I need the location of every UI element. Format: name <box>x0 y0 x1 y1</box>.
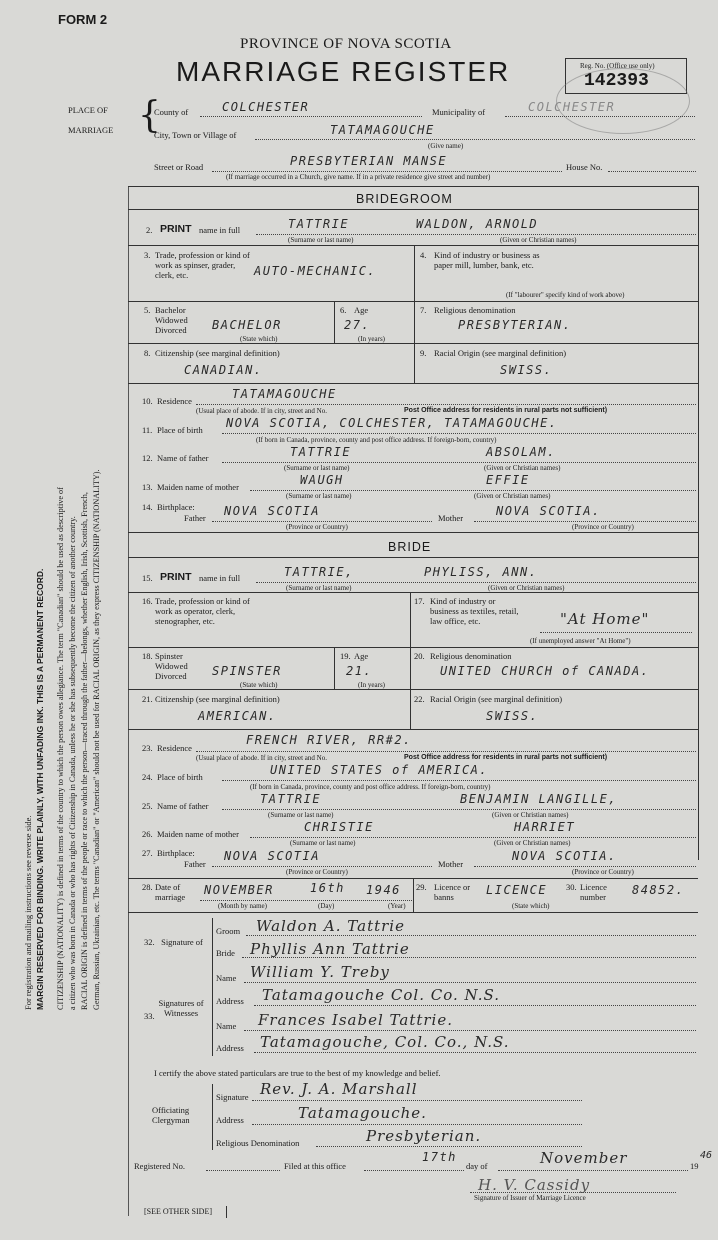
day-of-label: day of <box>466 1161 488 1171</box>
bride-n18: 18. <box>142 651 153 661</box>
bride-citizenship-label: Citizenship (see marginal definition) <box>155 694 280 704</box>
bride-n20: 20. <box>414 651 425 661</box>
give-name-hint: (Give name) <box>428 142 464 150</box>
date-label: Date of marriage <box>155 882 186 902</box>
certify-text: I certify the above stated particulars are true to the best of my knowledge and belief. <box>154 1068 441 1078</box>
bride-n22: 22. <box>414 694 425 704</box>
bride-religion: UNITED CHURCH of CANADA. <box>440 664 650 678</box>
bride-n25: 25. <box>142 801 153 811</box>
groom-father-given: ABSOLAM. <box>486 445 556 459</box>
bride-heading: BRIDE <box>388 540 432 554</box>
groom-bp-father-hint: (Province or Country) <box>286 523 348 531</box>
filed-month: November <box>540 1149 628 1167</box>
bride-signature: Phyllis Ann Tattrie <box>250 940 410 958</box>
groom-citizenship: CANADIAN. <box>184 363 263 377</box>
bride-age-label: Age <box>354 651 369 661</box>
bride-mother-given-hint: (Given or Christian names) <box>494 839 571 847</box>
bride-industry: "At Home" <box>560 610 650 628</box>
bride-status: SPINSTER <box>212 664 282 678</box>
bride-father-label: Name of father <box>157 801 209 811</box>
filed-label: Filed at this office <box>284 1161 346 1171</box>
groom-religion: PRESBYTERIAN. <box>458 318 572 332</box>
groom-industry-label: Kind of industry or business as paper mill, lumber, bank, etc. <box>434 250 540 270</box>
bride-given-hint: (Given or Christian names) <box>488 584 565 592</box>
groom-state-hint: (State which) <box>240 335 278 343</box>
bride-bp-mother: NOVA SCOTIA. <box>512 849 617 863</box>
clergy-signature: Rev. J. A. Marshall <box>260 1080 418 1098</box>
bride-n24: 24. <box>142 772 153 782</box>
bride-n26: 26. <box>142 829 153 839</box>
groom-n13: 13. <box>142 482 153 492</box>
groom-n11: 11. <box>142 425 153 435</box>
groom-sig-label: Groom <box>216 926 241 936</box>
bride-name-label: name in full <box>199 573 241 583</box>
groom-heading: BRIDEGROOM <box>356 192 453 206</box>
sig-label: Signature of <box>161 937 203 947</box>
bride-state-hint: (State which) <box>240 681 278 689</box>
licence-state-hint: (State which) <box>512 902 550 910</box>
groom-age: 27. <box>344 318 371 332</box>
margin-line-2: MARGIN RESERVED FOR BINDING. WRITE PLAINLY, WITH UNFADING INK. THIS IS A PERMANENT RECORD. <box>35 568 45 1010</box>
sig-n32: 32. <box>144 937 155 947</box>
groom-bp-father: NOVA SCOTIA <box>224 504 320 518</box>
bride-bp-mother-label: Mother <box>438 859 464 869</box>
groom-n2: 2. <box>146 225 153 235</box>
licence-label: Licence or banns <box>434 882 471 902</box>
bride-status-label: Spinster Widowed Divorced <box>155 651 188 681</box>
bride-n19: 19. <box>340 651 351 661</box>
date-n28: 28. <box>142 882 153 892</box>
groom-father-surname-hint: (Surname or last name) <box>284 464 350 472</box>
groom-trade: AUTO-MECHANIC. <box>254 264 377 278</box>
reg-label: Reg. No. (Office use only) <box>580 62 655 70</box>
bride-father-surname-hint: (Surname or last name) <box>268 811 334 819</box>
groom-citizenship-label: Citizenship (see marginal definition) <box>155 348 280 358</box>
year-hint: (Year) <box>388 902 406 910</box>
bride-father-surname: TATTRIE <box>260 792 322 806</box>
bride-residence-hint-b: Post Office address for residents in rural parts not sufficient) <box>404 754 608 761</box>
bride-father-given: BENJAMIN LANGILLE, <box>460 792 618 806</box>
bride-religion-label: Religious denomination <box>430 651 512 661</box>
bride-sig-label: Bride <box>216 948 235 958</box>
bride-racial: SWISS. <box>486 709 539 723</box>
bride-residence: FRENCH RIVER, RR#2. <box>246 733 412 747</box>
groom-trade-label: Trade, profession or kind of work as spinser, grader, clerk, etc. <box>155 250 250 280</box>
margin-line-1: For registration and mailing instructions see reverse side. <box>23 815 33 1010</box>
groom-father-given-hint: (Given or Christian names) <box>484 464 561 472</box>
groom-birth: NOVA SCOTIA, COLCHESTER, TATAMAGOUCHE. <box>226 416 558 430</box>
bride-bp-father: NOVA SCOTIA <box>224 849 320 863</box>
groom-status-label: Bachelor Widowed Divorced <box>155 305 188 335</box>
w2-name: Frances Isabel Tattrie. <box>258 1011 453 1029</box>
place-brace: { <box>138 95 161 136</box>
bride-n16: 16. <box>142 596 153 606</box>
page-title: MARRIAGE REGISTER <box>176 56 511 87</box>
w2-address: Tatamagouche, Col. Co., N.S. <box>260 1033 510 1051</box>
city-value: TATAMAGOUCHE <box>330 123 435 137</box>
filed-day: 17th <box>422 1150 457 1164</box>
groom-n12: 12. <box>142 453 153 463</box>
groom-status: BACHELOR <box>212 318 282 332</box>
county-label: County of <box>154 107 189 117</box>
officiating-label: Officiating Clergyman <box>152 1105 190 1125</box>
groom-age-hint: (In years) <box>358 335 386 343</box>
groom-residence-hint: (Usual place of abode. If in city, street and No. <box>196 407 327 415</box>
bride-mother-label: Maiden name of mother <box>157 829 239 839</box>
registered-label: Registered No. <box>134 1161 185 1171</box>
bride-residence-label: Residence <box>157 743 192 753</box>
groom-surname: TATTRIE <box>288 217 350 231</box>
bride-age: 21. <box>346 664 373 678</box>
w1-address-label: Address <box>216 996 244 1006</box>
reg-number: 142393 <box>584 71 649 91</box>
licence-n29: 29. <box>416 882 427 892</box>
groom-n5: 5. <box>144 305 151 315</box>
groom-mother-given: EFFIE <box>486 473 530 487</box>
bride-bp-label: Birthplace: <box>157 848 195 858</box>
licence-type: LICENCE <box>486 883 548 897</box>
groom-bp-mother-hint: (Province or Country) <box>572 523 634 531</box>
day-hint: (Day) <box>318 902 335 910</box>
groom-industry-hint: (If "labourer" specify kind of work above) <box>506 291 625 299</box>
groom-birth-hint: (If born in Canada, province, county and post office address. If foreign-born, country) <box>256 436 497 444</box>
groom-n14: 14. <box>142 502 153 512</box>
licence-number: 84852. <box>632 883 685 897</box>
province-title: PROVINCE OF NOVA SCOTIA <box>240 36 452 52</box>
bride-print-label: PRINT <box>160 571 192 583</box>
margin-line-5: RACIAL ORIGIN is defined in terms of the people or race to which the person—traced through the father—belongs, whether English, Irish, Scottish, French, <box>80 492 89 1010</box>
street-value: PRESBYTERIAN MANSE <box>290 154 448 168</box>
groom-mother-surname: WAUGH <box>300 473 344 487</box>
groom-n6: 6. <box>340 305 347 315</box>
groom-residence-label: Residence <box>157 396 192 406</box>
groom-residence-hint-b: Post Office address for residents in rural parts not sufficient) <box>404 407 608 414</box>
bride-bp-mother-hint: (Province or Country) <box>572 868 634 876</box>
w1-name: William Y. Treby <box>250 963 390 981</box>
form-number: FORM 2 <box>58 12 108 27</box>
bride-age-hint: (In years) <box>358 681 386 689</box>
filed-year: 46 <box>700 1150 713 1161</box>
bride-bp-father-hint: (Province or Country) <box>286 868 348 876</box>
house-label: House No. <box>566 162 603 172</box>
religious-denomination-label: Religious Denomination <box>216 1138 300 1148</box>
groom-residence: TATAMAGOUCHE <box>232 387 337 401</box>
city-label: City, Town or Village of <box>154 130 237 140</box>
groom-bp-label: Birthplace: <box>157 502 195 512</box>
groom-n8: 8. <box>144 348 151 358</box>
sig-n33: 33. <box>144 1011 155 1021</box>
municipality-label: Municipality of <box>432 107 486 117</box>
groom-mother-surname-hint: (Surname or last name) <box>286 492 352 500</box>
licence-no-label: Licence number <box>580 882 607 902</box>
bride-residence-hint: (Usual place of abode. If in city, street and No. <box>196 754 327 762</box>
groom-father-surname: TATTRIE <box>290 445 352 459</box>
bride-given: PHYLISS, ANN. <box>424 565 538 579</box>
marriage-year: 1946 <box>366 883 401 897</box>
groom-bp-father-label: Father <box>184 513 206 523</box>
bride-mother-surname: CHRISTIE <box>304 820 374 834</box>
bride-mother-given: HARRIET <box>514 820 576 834</box>
bride-n15: 15. <box>142 573 153 583</box>
margin-line-3: CITIZENSHIP (NATIONALITY) is defined in terms of the country to which the person owes allegiance. The term "Canadian" should be used as descriptive of <box>56 487 65 1010</box>
groom-n10: 10. <box>142 396 153 406</box>
margin-line-6: German, Russian, Ukrainian, etc. The terms "Canadian" or "American" should not be used for RACIAL ORIGIN, as they express CITIZENSHIP (NATIONALITY). <box>92 469 101 1010</box>
place-label-2: MARRIAGE <box>68 125 114 135</box>
bride-birth: UNITED STATES of AMERICA. <box>270 763 489 777</box>
groom-given-hint: (Given or Christian names) <box>500 236 577 244</box>
bride-industry-hint: (If unemployed answer "At Home") <box>530 637 631 645</box>
groom-n4: 4. <box>420 250 427 260</box>
street-label: Street or Road <box>154 162 204 172</box>
clergy-address-label: Address <box>216 1115 244 1125</box>
groom-name-label: name in full <box>199 225 241 235</box>
groom-signature: Waldon A. Tattrie <box>256 917 405 935</box>
bride-racial-label: Racial Origin (see marginal definition) <box>430 694 563 704</box>
bride-birth-label: Place of birth <box>157 772 203 782</box>
bride-bp-father-label: Father <box>184 859 206 869</box>
margin-line-4: a citizen who was born in Canada or who has rights of Citizenship in Canada, unless he or she has subsequently become the citizen of another country. <box>68 516 77 1010</box>
bride-citizenship: AMERICAN. <box>198 709 277 723</box>
bride-n27: 27. <box>142 848 153 858</box>
groom-n3: 3. <box>144 250 151 260</box>
margin-notes <box>22 230 103 1010</box>
licence-n30: 30. <box>566 882 577 892</box>
bride-father-given-hint: (Given or Christian names) <box>492 811 569 819</box>
groom-birth-label: Place of birth <box>157 425 203 435</box>
clergy-signature-label: Signature <box>216 1092 249 1102</box>
groom-racial: SWISS. <box>500 363 553 377</box>
bride-industry-label: Kind of industry or business as textiles, retail, law office, etc. <box>430 596 519 626</box>
issuer-signature: H. V. Cassidy <box>478 1176 591 1194</box>
issuer-hint: Signature of Issuer of Marriage Licence <box>474 1194 586 1202</box>
w1-name-label: Name <box>216 973 237 983</box>
municipality-value: COLCHESTER <box>528 100 616 114</box>
w1-address: Tatamagouche Col. Co. N.S. <box>262 986 500 1004</box>
year-prefix: 19 <box>690 1161 699 1171</box>
bride-mother-surname-hint: (Surname or last name) <box>290 839 356 847</box>
clergy-denomination: Presbyterian. <box>366 1127 482 1145</box>
groom-n9: 9. <box>420 348 427 358</box>
county-value: COLCHESTER <box>222 100 310 114</box>
bride-surname-hint: (Surname or last name) <box>286 584 352 592</box>
groom-given: WALDON, ARNOLD <box>416 217 539 231</box>
groom-bp-mother: NOVA SCOTIA. <box>496 504 601 518</box>
groom-n7: 7. <box>420 305 427 315</box>
bride-surname: TATTRIE, <box>284 565 354 579</box>
witness-label: Signatures of Witnesses <box>158 998 204 1018</box>
groom-mother-given-hint: (Given or Christian names) <box>474 492 551 500</box>
groom-mother-label: Maiden name of mother <box>157 482 239 492</box>
see-other-side: [SEE OTHER SIDE] <box>144 1207 212 1216</box>
bride-n23: 23. <box>142 743 153 753</box>
marriage-day: 16th <box>310 881 345 895</box>
groom-print-label: PRINT <box>160 223 192 235</box>
bride-n17: 17. <box>414 596 425 606</box>
marriage-month: NOVEMBER <box>204 883 274 897</box>
groom-bp-mother-label: Mother <box>438 513 464 523</box>
groom-age-label: Age <box>354 305 369 315</box>
bride-trade-label: Trade, profession or kind of work as operator, clerk, stenographer, etc. <box>155 596 250 626</box>
w2-address-label: Address <box>216 1043 244 1053</box>
groom-religion-label: Religious denomination <box>434 305 516 315</box>
place-label-1: PLACE OF <box>68 105 108 115</box>
w2-name-label: Name <box>216 1021 237 1031</box>
bride-birth-hint: (If born in Canada, province, county and post office address. If foreign-born, country) <box>250 783 491 791</box>
groom-surname-hint: (Surname or last name) <box>288 236 354 244</box>
bride-n21: 21. <box>142 694 153 704</box>
street-note: (If marriage occurred in a Church, give name. If in a private residence give street and number) <box>226 173 491 181</box>
groom-racial-label: Racial Origin (see marginal definition) <box>434 348 567 358</box>
clergy-address: Tatamagouche. <box>298 1104 427 1122</box>
groom-father-label: Name of father <box>157 453 209 463</box>
month-hint: (Month by name) <box>218 902 267 910</box>
